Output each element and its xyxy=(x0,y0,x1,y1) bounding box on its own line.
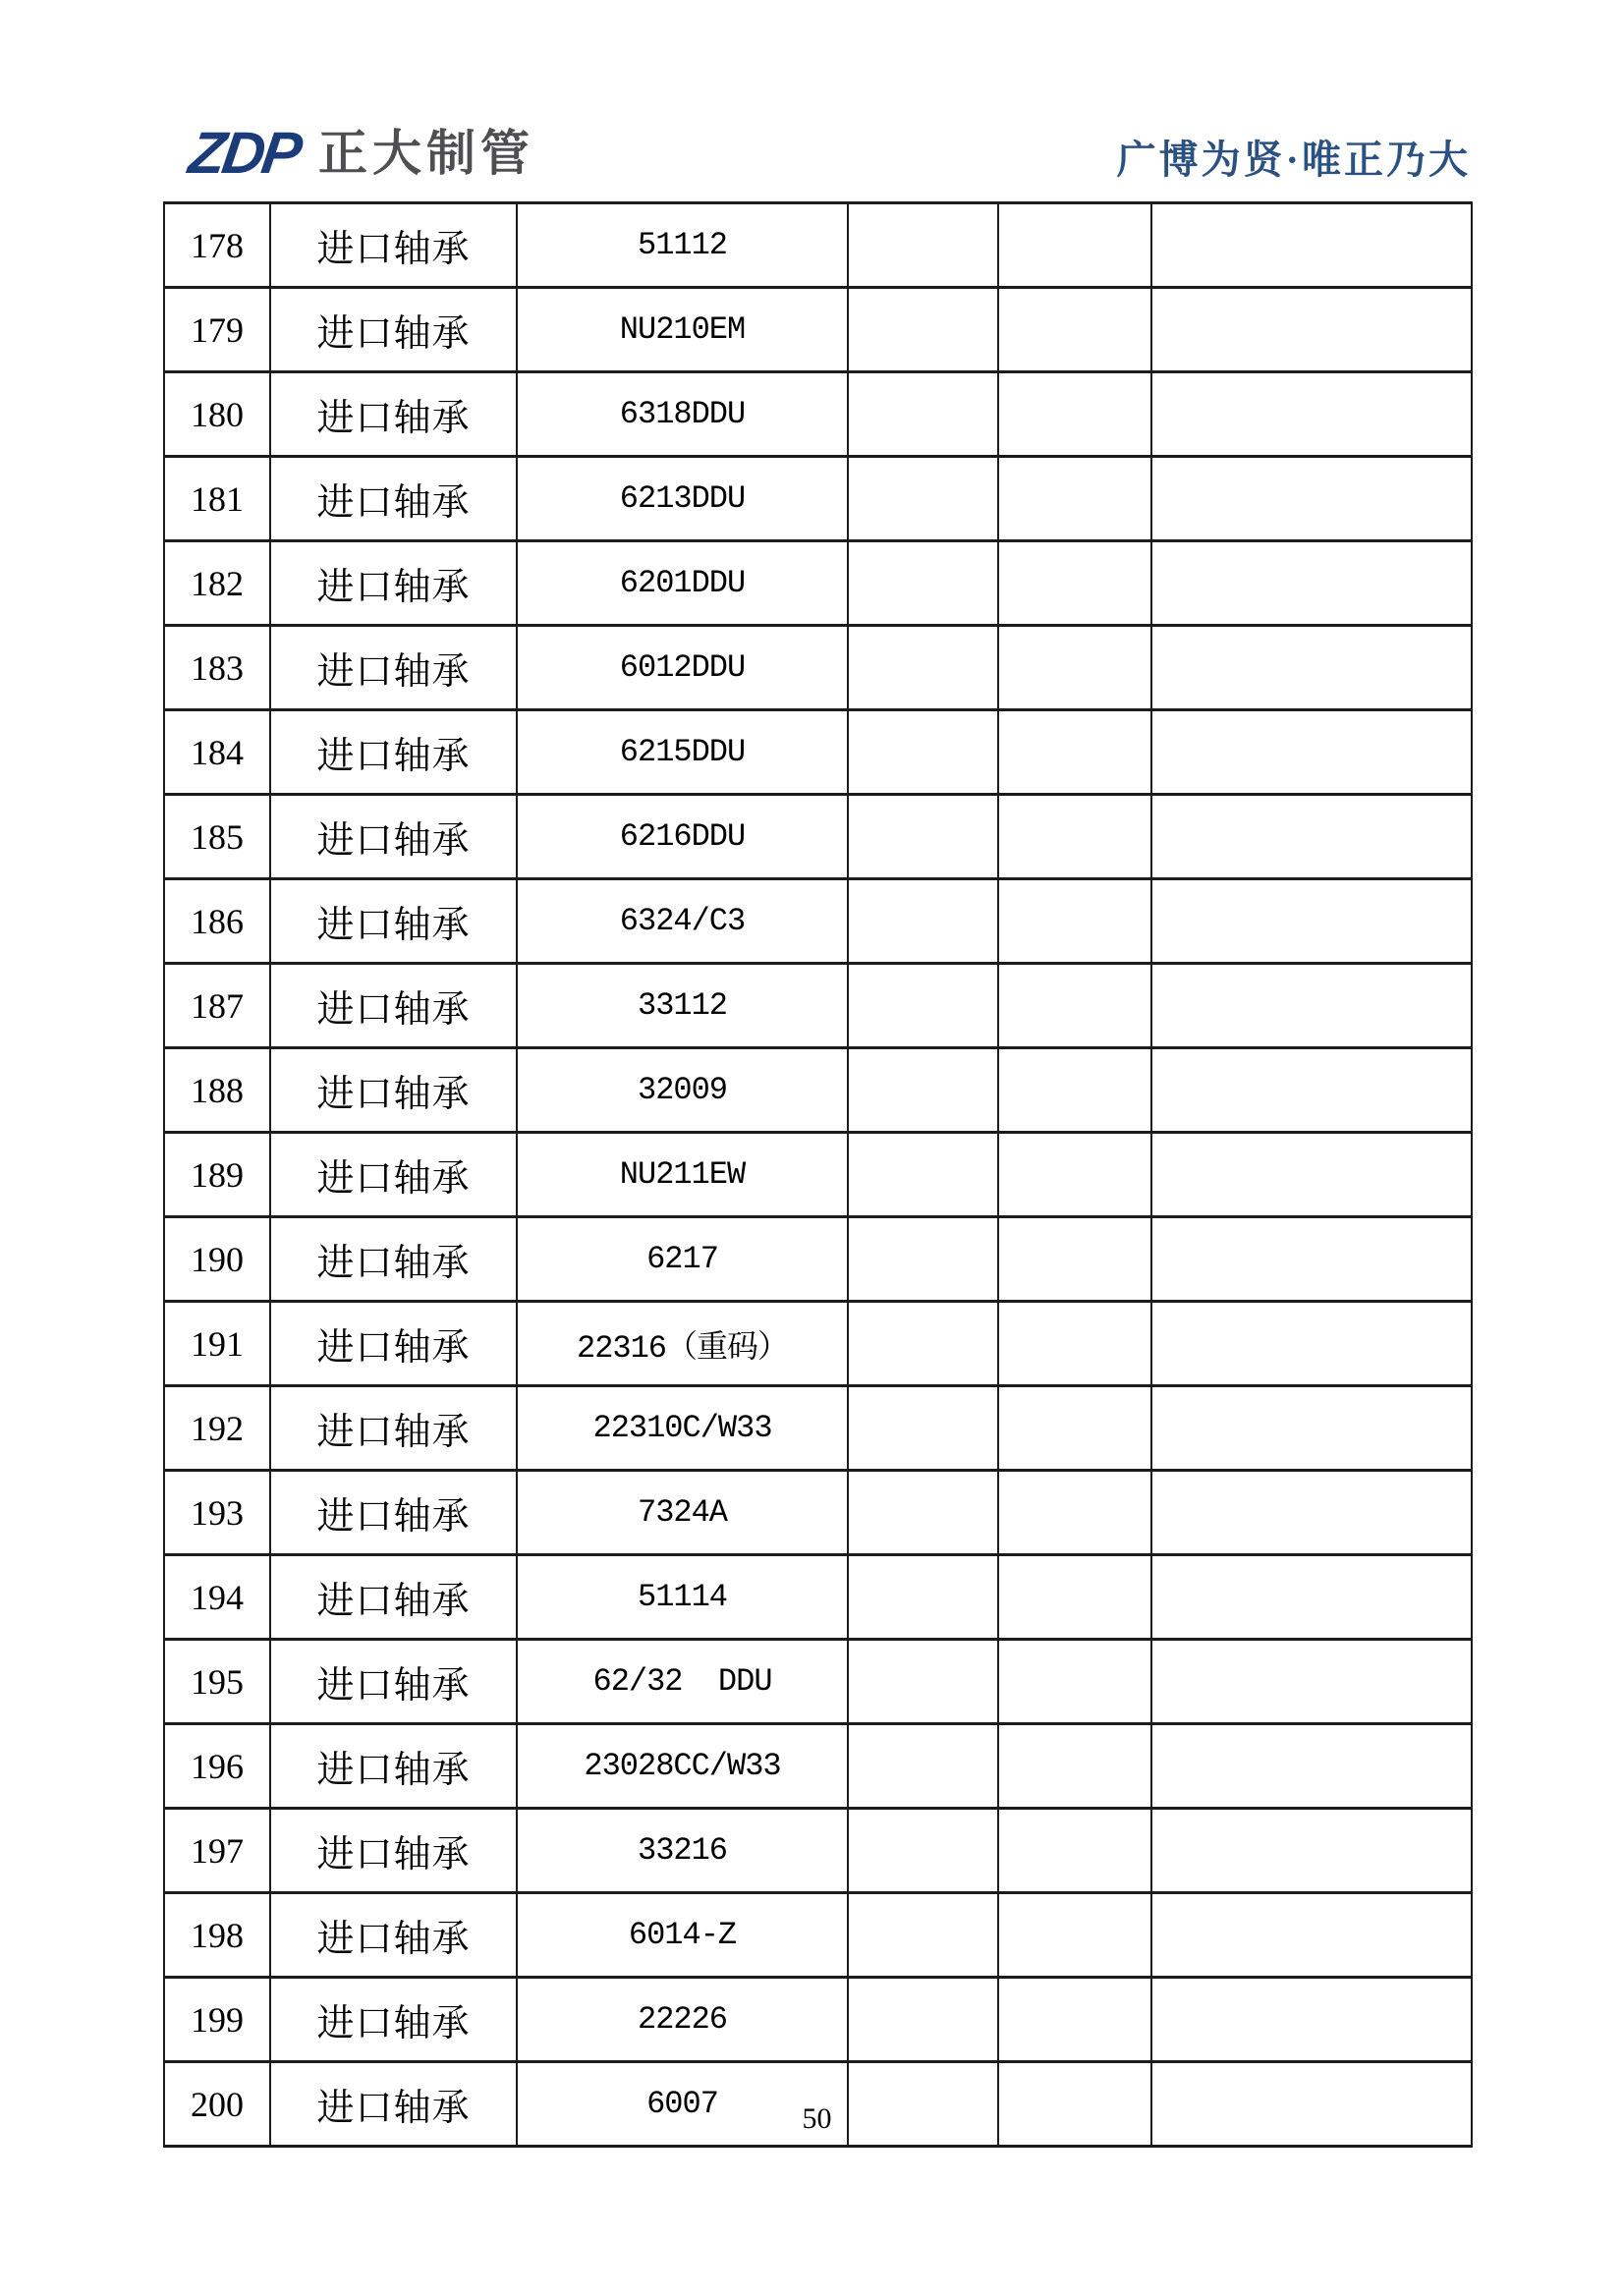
category-cell: 进口轴承 xyxy=(270,879,517,964)
empty-cell-1 xyxy=(848,541,998,626)
table-row xyxy=(164,710,1472,795)
category-cell: 进口轴承 xyxy=(270,964,517,1048)
model-cell: 22226 xyxy=(517,1978,848,2062)
empty-cell-3 xyxy=(1151,1809,1472,1893)
row-number-cell: 185 xyxy=(164,795,270,879)
category-cell: 进口轴承 xyxy=(270,1978,517,2062)
model-cell: 51112 xyxy=(517,203,848,288)
empty-cell-1 xyxy=(848,1386,998,1471)
table-row xyxy=(164,457,1472,541)
category-cell: 进口轴承 xyxy=(270,1555,517,1640)
empty-cell-3 xyxy=(1151,288,1472,372)
empty-cell-2 xyxy=(998,1978,1151,2062)
empty-cell-3 xyxy=(1151,626,1472,710)
empty-cell-2 xyxy=(998,457,1151,541)
category-cell: 进口轴承 xyxy=(270,1893,517,1978)
company-logo xyxy=(185,120,534,186)
model-cell: 6213DDU xyxy=(517,457,848,541)
empty-cell-1 xyxy=(848,1217,998,1302)
model-cell: 62/32 DDU xyxy=(517,1640,848,1724)
model-cell: 6201DDU xyxy=(517,541,848,626)
category-cell: 进口轴承 xyxy=(270,626,517,710)
empty-cell-1 xyxy=(848,372,998,457)
table-row xyxy=(164,1893,1472,1978)
page-number: 50 xyxy=(802,2102,832,2135)
category-cell: 进口轴承 xyxy=(270,1133,517,1217)
model-cell: 6007 xyxy=(517,2062,848,2147)
empty-cell-1 xyxy=(848,1048,998,1133)
empty-cell-2 xyxy=(998,1133,1151,1217)
table-row xyxy=(164,203,1472,288)
table-row xyxy=(164,372,1472,457)
category-cell: 进口轴承 xyxy=(270,1640,517,1724)
row-number-cell: 187 xyxy=(164,964,270,1048)
empty-cell-3 xyxy=(1151,1640,1472,1724)
table-row xyxy=(164,964,1472,1048)
empty-cell-1 xyxy=(848,1809,998,1893)
table-row xyxy=(164,1048,1472,1133)
category-cell: 进口轴承 xyxy=(270,203,517,288)
category-cell: 进口轴承 xyxy=(270,1724,517,1809)
model-cell: NU211EW xyxy=(517,1133,848,1217)
empty-cell-2 xyxy=(998,710,1151,795)
table-row xyxy=(164,879,1472,964)
empty-cell-1 xyxy=(848,879,998,964)
model-cell: 6318DDU xyxy=(517,372,848,457)
row-number-cell: 184 xyxy=(164,710,270,795)
empty-cell-2 xyxy=(998,372,1151,457)
model-cell: 6012DDU xyxy=(517,626,848,710)
model-cell: 6217 xyxy=(517,1217,848,1302)
empty-cell-2 xyxy=(998,1386,1151,1471)
row-number-cell: 182 xyxy=(164,541,270,626)
zdp-logo-mark: ZDP xyxy=(185,120,304,186)
empty-cell-3 xyxy=(1151,541,1472,626)
empty-cell-3 xyxy=(1151,795,1472,879)
row-number-cell: 198 xyxy=(164,1893,270,1978)
model-cell: 6014-Z xyxy=(517,1893,848,1978)
row-number-cell: 191 xyxy=(164,1302,270,1386)
table-row xyxy=(164,1386,1472,1471)
table-row xyxy=(164,1555,1472,1640)
table-row xyxy=(164,1640,1472,1724)
empty-cell-1 xyxy=(848,1302,998,1386)
model-cell: 33216 xyxy=(517,1809,848,1893)
empty-cell-1 xyxy=(848,710,998,795)
empty-cell-2 xyxy=(998,879,1151,964)
model-cell: NU210EM xyxy=(517,288,848,372)
row-number-cell: 195 xyxy=(164,1640,270,1724)
company-name: 正大制管 xyxy=(318,126,534,181)
table-row xyxy=(164,1809,1472,1893)
empty-cell-3 xyxy=(1151,1978,1472,2062)
table-row xyxy=(164,1217,1472,1302)
table-row xyxy=(164,1133,1472,1217)
table-row xyxy=(164,1302,1472,1386)
empty-cell-3 xyxy=(1151,457,1472,541)
category-cell: 进口轴承 xyxy=(270,1471,517,1555)
empty-cell-3 xyxy=(1151,1217,1472,1302)
empty-cell-1 xyxy=(848,1978,998,2062)
empty-cell-2 xyxy=(998,541,1151,626)
model-cell: 6216DDU xyxy=(517,795,848,879)
category-cell: 进口轴承 xyxy=(270,541,517,626)
table-row xyxy=(164,795,1472,879)
empty-cell-1 xyxy=(848,964,998,1048)
row-number-cell: 193 xyxy=(164,1471,270,1555)
parts-table-body xyxy=(164,203,1472,2147)
row-number-cell: 179 xyxy=(164,288,270,372)
row-number-cell: 183 xyxy=(164,626,270,710)
row-number-cell: 200 xyxy=(164,2062,270,2147)
category-cell: 进口轴承 xyxy=(270,1217,517,1302)
row-number-cell: 178 xyxy=(164,203,270,288)
empty-cell-2 xyxy=(998,203,1151,288)
empty-cell-1 xyxy=(848,1133,998,1217)
row-number-cell: 188 xyxy=(164,1048,270,1133)
empty-cell-3 xyxy=(1151,710,1472,795)
model-cell: 22310C/W33 xyxy=(517,1386,848,1471)
empty-cell-1 xyxy=(848,1893,998,1978)
row-number-cell: 196 xyxy=(164,1724,270,1809)
model-cell: 32009 xyxy=(517,1048,848,1133)
row-number-cell: 194 xyxy=(164,1555,270,1640)
empty-cell-2 xyxy=(998,795,1151,879)
category-cell: 进口轴承 xyxy=(270,2062,517,2147)
table-row xyxy=(164,288,1472,372)
table-row xyxy=(164,541,1472,626)
model-cell: 51114 xyxy=(517,1555,848,1640)
empty-cell-2 xyxy=(998,1471,1151,1555)
empty-cell-1 xyxy=(848,1471,998,1555)
empty-cell-2 xyxy=(998,288,1151,372)
empty-cell-3 xyxy=(1151,1302,1472,1386)
parts-table xyxy=(163,201,1473,2148)
table-row xyxy=(164,626,1472,710)
empty-cell-3 xyxy=(1151,203,1472,288)
empty-cell-1 xyxy=(848,457,998,541)
empty-cell-1 xyxy=(848,626,998,710)
model-cell: 6324/C3 xyxy=(517,879,848,964)
empty-cell-2 xyxy=(998,964,1151,1048)
row-number-cell: 181 xyxy=(164,457,270,541)
row-number-cell: 189 xyxy=(164,1133,270,1217)
row-number-cell: 199 xyxy=(164,1978,270,2062)
empty-cell-1 xyxy=(848,288,998,372)
model-cell: 7324A xyxy=(517,1471,848,1555)
empty-cell-2 xyxy=(998,1217,1151,1302)
empty-cell-2 xyxy=(998,1640,1151,1724)
empty-cell-1 xyxy=(848,203,998,288)
empty-cell-3 xyxy=(1151,372,1472,457)
category-cell: 进口轴承 xyxy=(270,1809,517,1893)
category-cell: 进口轴承 xyxy=(270,1048,517,1133)
model-cell: 6215DDU xyxy=(517,710,848,795)
row-number-cell: 197 xyxy=(164,1809,270,1893)
empty-cell-2 xyxy=(998,1048,1151,1133)
empty-cell-3 xyxy=(1151,1471,1472,1555)
model-cell: 22316（重码） xyxy=(517,1302,848,1386)
empty-cell-2 xyxy=(998,1555,1151,1640)
empty-cell-2 xyxy=(998,1809,1151,1893)
empty-cell-3 xyxy=(1151,1133,1472,1217)
empty-cell-1 xyxy=(848,1555,998,1640)
empty-cell-2 xyxy=(998,1724,1151,1809)
empty-cell-2 xyxy=(998,626,1151,710)
category-cell: 进口轴承 xyxy=(270,710,517,795)
row-number-cell: 180 xyxy=(164,372,270,457)
empty-cell-2 xyxy=(998,1302,1151,1386)
table-row xyxy=(164,1471,1472,1555)
category-cell: 进口轴承 xyxy=(270,1302,517,1386)
category-cell: 进口轴承 xyxy=(270,457,517,541)
empty-cell-3 xyxy=(1151,1893,1472,1978)
model-cell: 23028CC/W33 xyxy=(517,1724,848,1809)
empty-cell-3 xyxy=(1151,1386,1472,1471)
category-cell: 进口轴承 xyxy=(270,795,517,879)
category-cell: 进口轴承 xyxy=(270,288,517,372)
row-number-cell: 186 xyxy=(164,879,270,964)
company-slogan: 广博为贤·唯正乃大 xyxy=(1116,138,1471,182)
empty-cell-3 xyxy=(1151,1048,1472,1133)
category-cell: 进口轴承 xyxy=(270,1386,517,1471)
empty-cell-1 xyxy=(848,1724,998,1809)
row-number-cell: 192 xyxy=(164,1386,270,1471)
table-row xyxy=(164,1978,1472,2062)
row-number-cell: 190 xyxy=(164,1217,270,1302)
model-cell: 33112 xyxy=(517,964,848,1048)
category-cell: 进口轴承 xyxy=(270,372,517,457)
empty-cell-2 xyxy=(998,1893,1151,1978)
empty-cell-1 xyxy=(848,1640,998,1724)
empty-cell-1 xyxy=(848,795,998,879)
empty-cell-3 xyxy=(1151,879,1472,964)
empty-cell-3 xyxy=(1151,1555,1472,1640)
table-row xyxy=(164,1724,1472,1809)
empty-cell-3 xyxy=(1151,1724,1472,1809)
empty-cell-3 xyxy=(1151,964,1472,1048)
